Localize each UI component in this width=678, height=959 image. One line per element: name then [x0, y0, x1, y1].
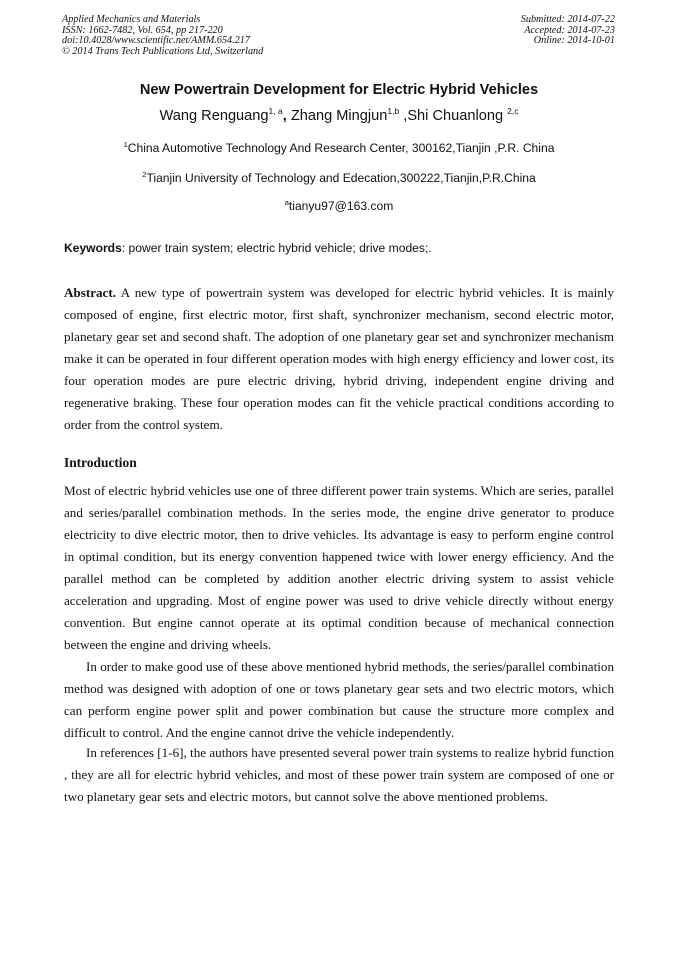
- abstract-label: Abstract.: [64, 285, 116, 300]
- online-date: Online: 2014-10-01: [533, 35, 615, 47]
- publication-dates: [521, 15, 615, 47]
- abstract: [64, 282, 614, 436]
- email-text: tianyu97@163.com: [288, 199, 394, 213]
- affiliation-mark: 1: [123, 139, 128, 149]
- intro-paragraph-1: Most of electric hybrid vehicles use one of three different power train systems. Which are series, parallel and series/parallel combination methods. In the series mode, the engine drive generator to produce electricity to dive electric motor, then to drive vehicles. Its advantage is easy to perform engine control in optimal condition, but its energy convention happened twice with lower energy efficiency. And the parallel method can be completed by addition another electric driving system to assist vehicle acceleration and upgrading. Most of engine power was used to drive vehicle directly without energy convention. But engine cannot operate at its optimal condition because of mechanical connection between the engine and driving wheels.: [64, 483, 614, 652]
- author-affiliation-mark: 2,c: [507, 106, 519, 117]
- author-email: [0, 199, 678, 213]
- keywords: [64, 241, 616, 255]
- affiliation-2: [0, 171, 678, 185]
- affiliation-text: Tianjin University of Technology and Edecation,300222,Tianjin,P.R.China: [146, 171, 536, 185]
- keywords-text: : power train system; electric hybrid vehicle; drive modes;.: [121, 241, 432, 255]
- email-mark: a: [284, 197, 289, 207]
- section-heading-introduction: Introduction: [64, 455, 137, 470]
- author-name: Shi Chuanlong: [407, 108, 504, 124]
- author-affiliation-mark: 1,b: [387, 106, 400, 117]
- accepted-date: Accepted: 2014-07-23: [524, 24, 615, 36]
- abstract-text: A new type of powertrain system was developed for electric hybrid vehicles. It is mainly composed of engine, first electric motor, first shaft, synchronizer mechanism, second electric motor, planetary gear set and second shaft. The adoption of one planetary gear set and synchronizer mechanism make it can be operated in four different operation modes with high energy efficiency and lower cost, its four operation modes are pure electric driving, hybrid driving, independent engine driving and regenerative braking. These four operation modes can fit the vehicle practical conditions according to order from the control system.: [64, 285, 614, 432]
- intro-paragraph-3: In references [1-6], the authors have presented several power train systems to realize hybrid function , they are all for electric hybrid vehicles, and most of these power train system are composed of one or two planetary gear sets and electric motors, but cannot solve the above mentioned problems.: [64, 745, 614, 804]
- paper-title: New Powertrain Development for Electric Hybrid Vehicles: [139, 82, 539, 98]
- journal-name: Applied Mechanics and Materials: [62, 14, 201, 25]
- journal-info: [62, 15, 263, 57]
- author-affiliation-mark: 1, a: [268, 106, 283, 117]
- doi: doi:10.4028/www.scientific.net/AMM.654.217: [62, 35, 250, 47]
- affiliation-1: [0, 141, 678, 155]
- intro-paragraph-2: In order to make good use of these above mentioned hybrid methods, the series/parallel combination method was designed with adoption of one or tows planetary gear sets and two electric motors, which can perform engine power split and power combination but cause the structure more complex and difficult to control. And the engine cannot drive the vehicle independently.: [64, 659, 614, 740]
- issn: ISSN: 1662-7482, Vol. 654, pp 217-220: [62, 24, 223, 36]
- affiliation-mark: 2: [142, 169, 147, 179]
- author-list: Wang Renguang$^{1, a}$, Zhang Mingjun$^{1,b}$ ,Shi Chuanlong $^{2,c}$: [159, 106, 519, 124]
- affiliation-text: China Automotive Technology And Research Center, 300162,Tianjin ,P.R. China: [127, 141, 555, 155]
- author-separator: ,: [282, 108, 291, 124]
- keywords-label: Keywords: [64, 241, 122, 255]
- submitted-date: Submitted: 2014-07-22: [520, 14, 615, 25]
- author-name: Wang Renguang: [159, 108, 269, 124]
- copyright: © 2014 Trans Tech Publications Ltd, Switzerland: [62, 45, 264, 57]
- author-name: Zhang Mingjun: [290, 108, 388, 124]
